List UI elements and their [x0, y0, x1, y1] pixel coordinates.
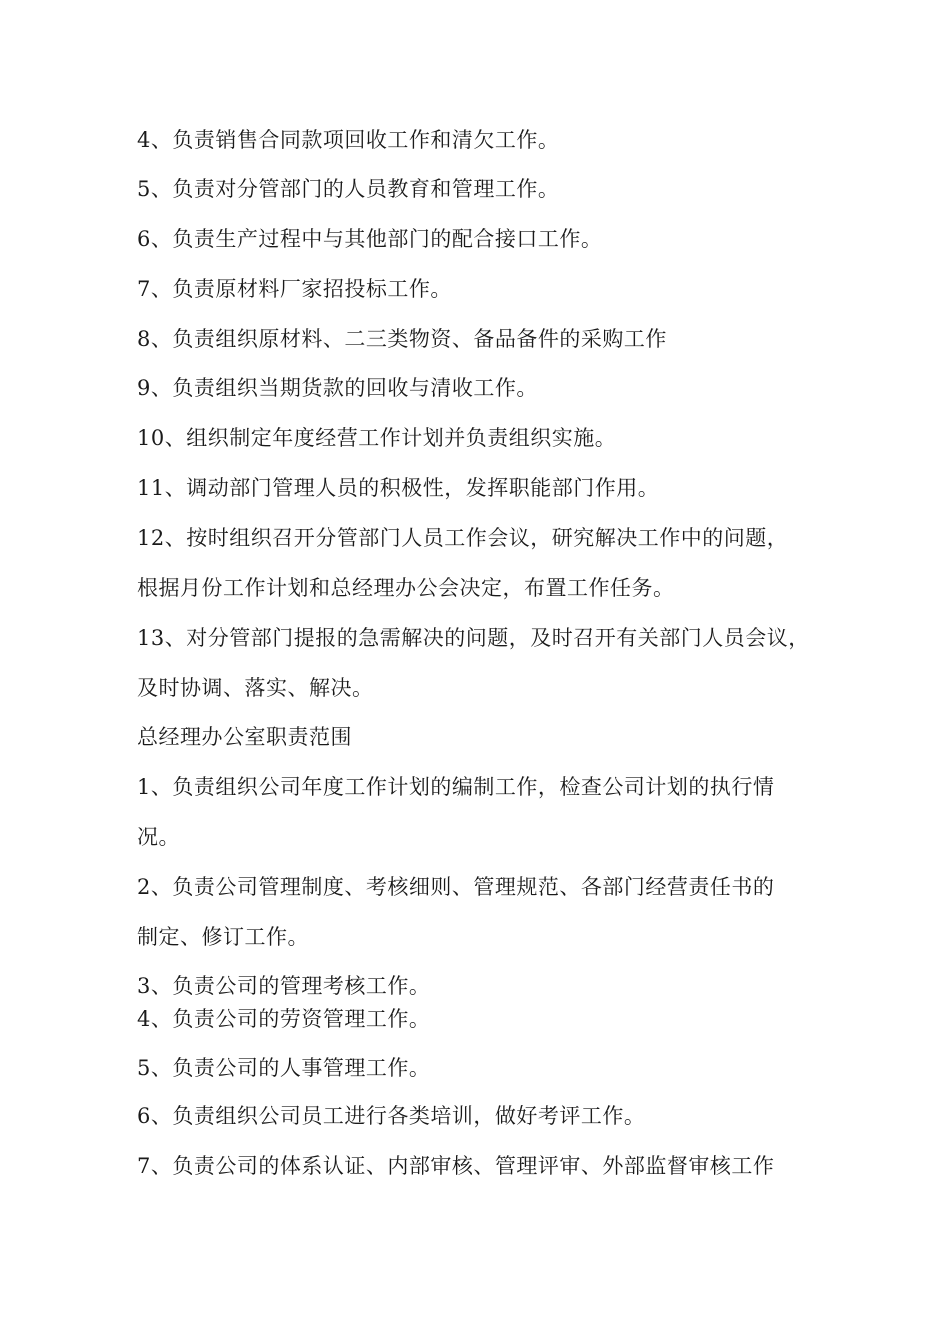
paragraph-line: 1、负责组织公司年度工作计划的编制工作，检查公司计划的执行情 — [137, 775, 775, 799]
paragraph-line: 2、负责公司管理制度、考核细则、管理规范、各部门经营责任书的 — [137, 875, 775, 899]
paragraph-line: 3、负责公司的管理考核工作。 — [137, 974, 431, 998]
paragraph-line: 制定、修订工作。 — [137, 925, 309, 949]
paragraph-line: 8、负责组织原材料、二三类物资、备品备件的采购工作 — [137, 327, 667, 351]
paragraph-line: 6、负责组织公司员工进行各类培训，做好考评工作。 — [137, 1104, 646, 1128]
paragraph-line: 5、负责公司的人事管理工作。 — [137, 1056, 431, 1080]
paragraph-line: 及时协调、落实、解决。 — [137, 676, 374, 700]
paragraph-line: 9、负责组织当期货款的回收与清收工作。 — [137, 376, 538, 400]
paragraph-line: 11、调动部门管理人员的积极性，发挥职能部门作用。 — [137, 476, 660, 500]
paragraph-line: 4、负责销售合同款项回收工作和清欠工作。 — [137, 128, 560, 152]
paragraph-line: 根据月份工作计划和总经理办公会决定，布置工作任务。 — [137, 576, 675, 600]
paragraph-line: 6、负责生产过程中与其他部门的配合接口工作。 — [137, 227, 603, 251]
paragraph-line: 5、负责对分管部门的人员教育和管理工作。 — [137, 177, 560, 201]
section-heading: 总经理办公室职责范围 — [137, 725, 352, 749]
paragraph-line: 7、负责公司的体系认证、内部审核、管理评审、外部监督审核工作 — [137, 1154, 775, 1178]
paragraph-line: 10、组织制定年度经营工作计划并负责组织实施。 — [137, 426, 617, 450]
paragraph-line: 7、负责原材料厂家招投标工作。 — [137, 277, 452, 301]
paragraph-line: 4、负责公司的劳资管理工作。 — [137, 1007, 431, 1031]
paragraph-line: 13、对分管部门提报的急需解决的问题，及时召开有关部门人员会议， — [137, 626, 810, 650]
paragraph-line: 况。 — [137, 825, 180, 849]
paragraph-line: 12、按时组织召开分管部门人员工作会议，研究解决工作中的问题， — [137, 526, 789, 550]
